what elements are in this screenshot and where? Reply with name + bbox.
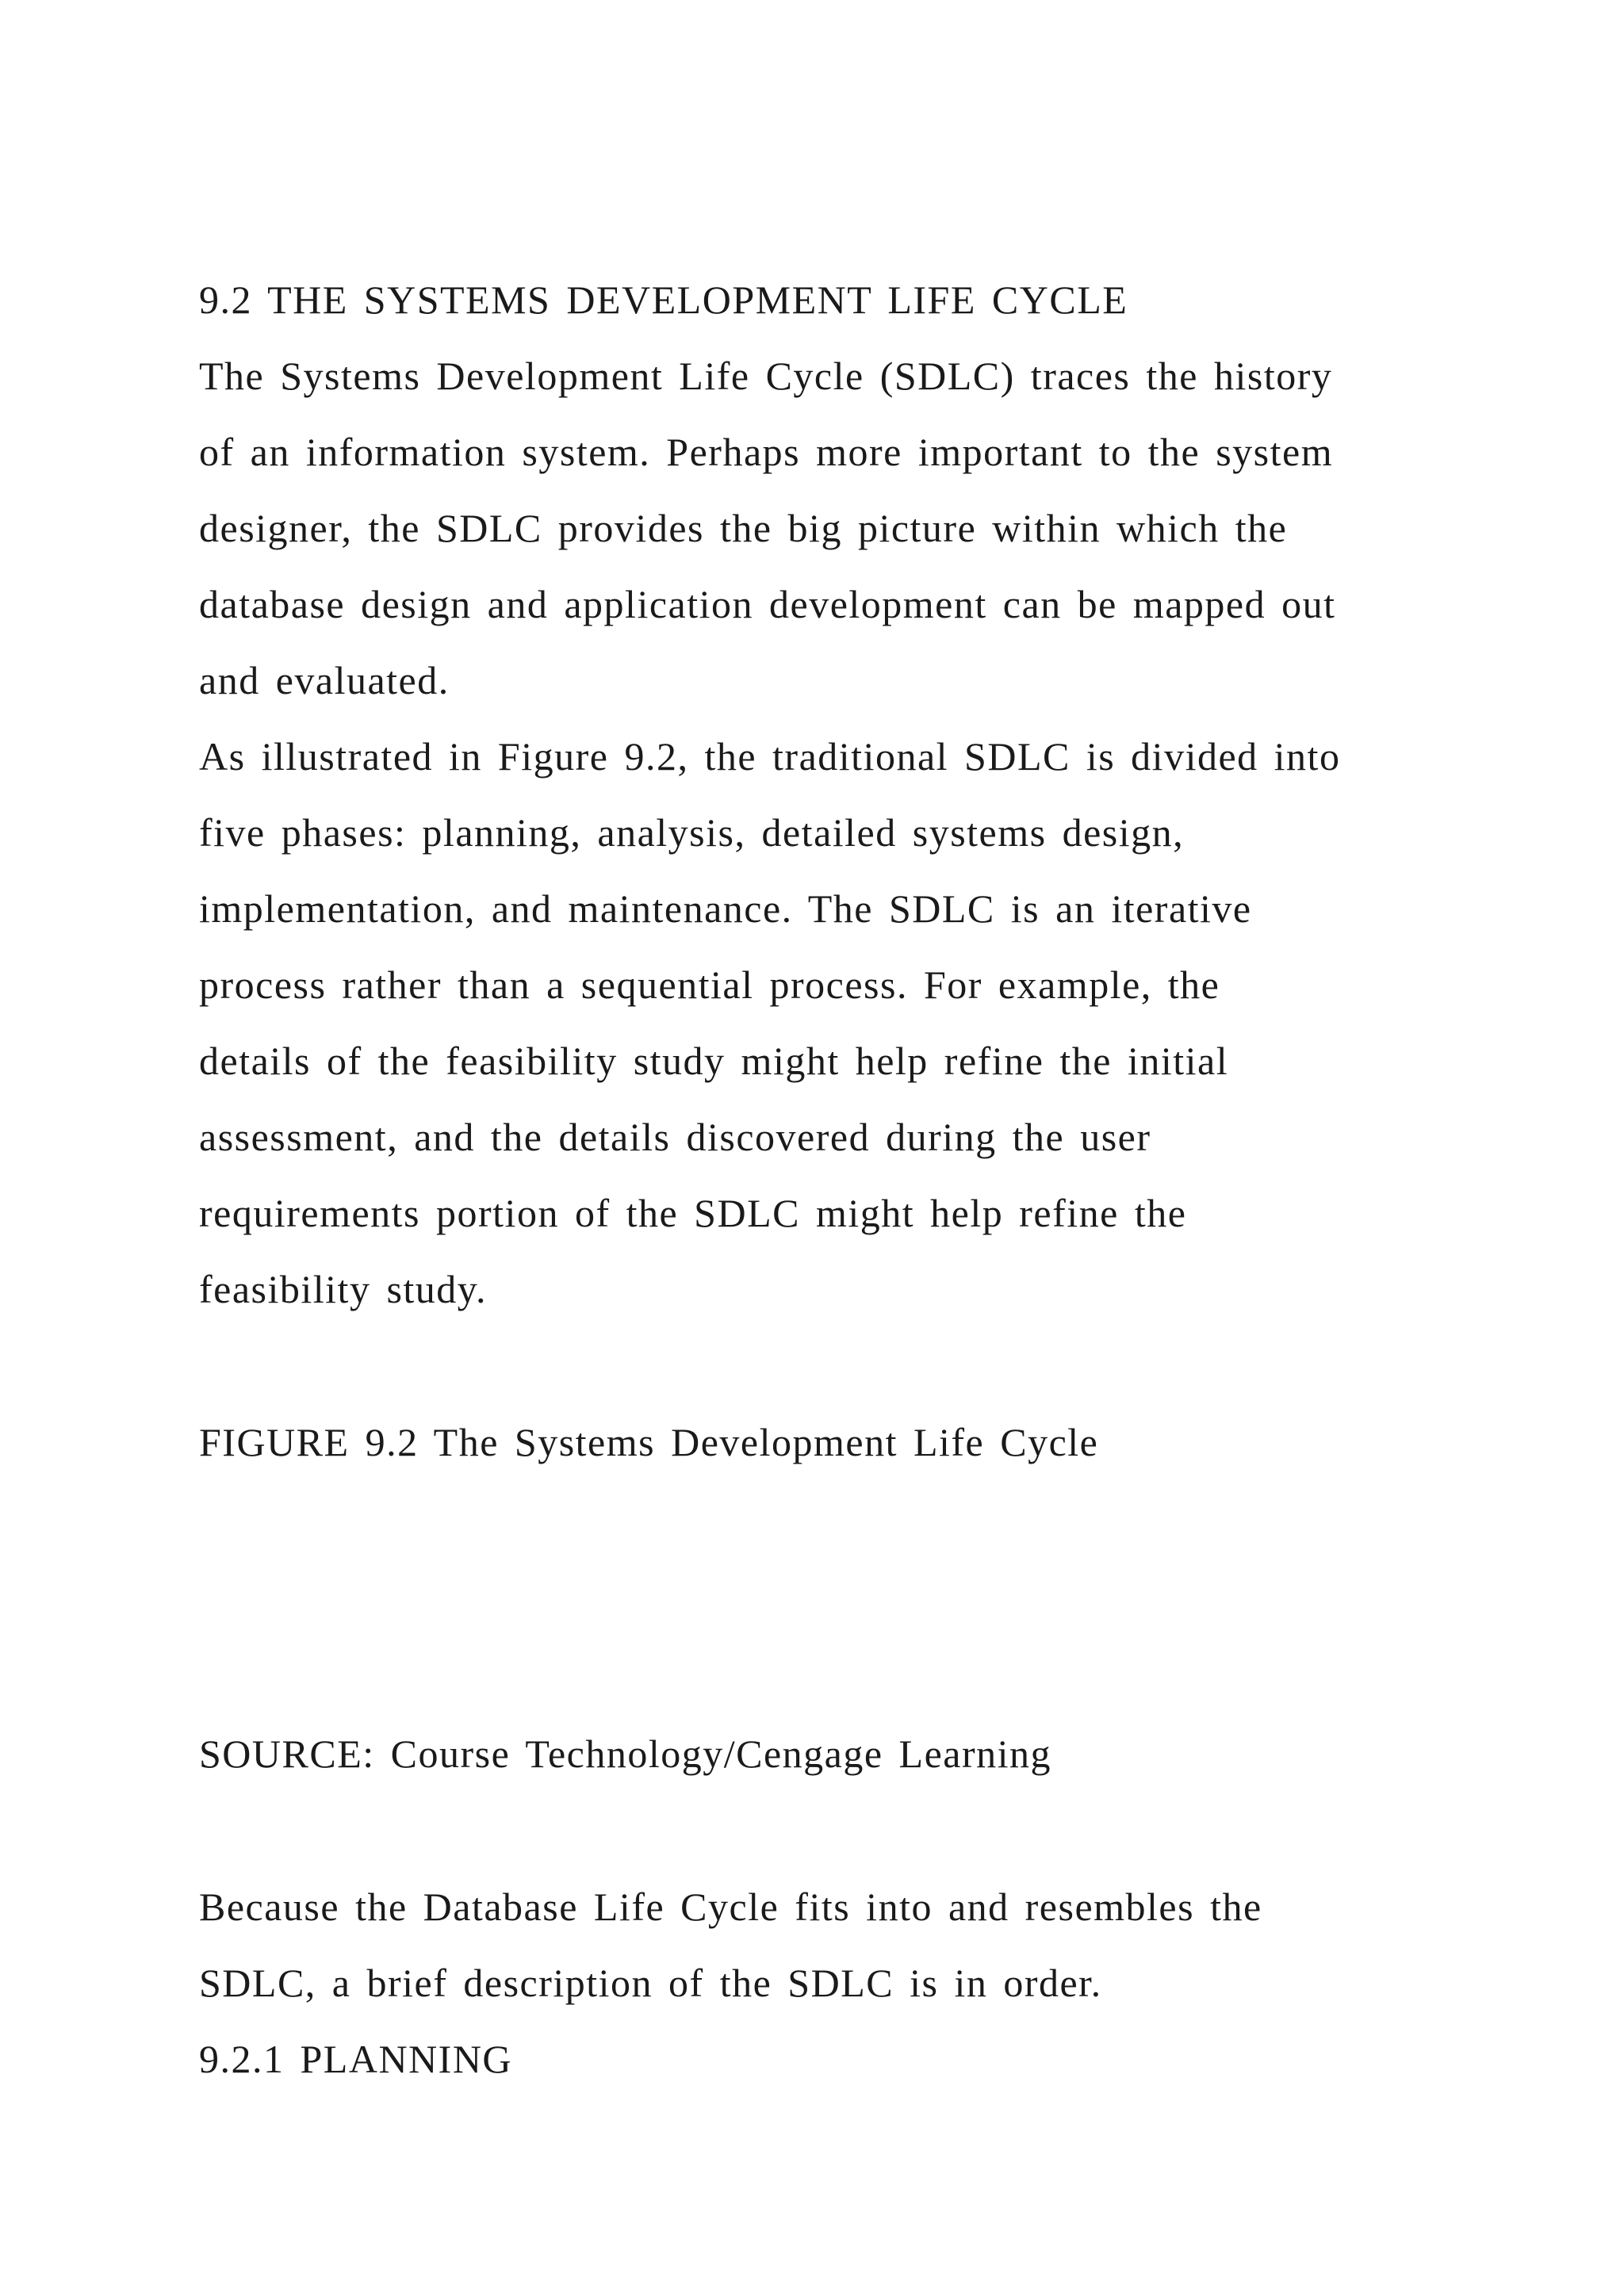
- figure-caption: FIGURE 9.2 The Systems Development Life Cycle: [199, 1420, 1099, 1464]
- paragraph1-line: designer, the SDLC provides the big picture within which the: [199, 506, 1288, 550]
- paragraph2-line: process rather than a sequential process. For example, the: [199, 962, 1220, 1007]
- subsection-heading: 9.2.1 PLANNING: [199, 2037, 513, 2081]
- paragraph3-line: Because the Database Life Cycle fits into and resembles the: [199, 1885, 1262, 1929]
- paragraph2-line: assessment, and the details discovered during the user: [199, 1115, 1151, 1159]
- section-heading: 9.2 THE SYSTEMS DEVELOPMENT LIFE CYCLE: [199, 277, 1128, 322]
- paragraph1-line: and evaluated.: [199, 658, 450, 702]
- paragraph1-line: database design and application development can be mapped out: [199, 582, 1336, 626]
- paragraph2-line: requirements portion of the SDLC might help refine the: [199, 1191, 1187, 1235]
- figure-source: SOURCE: Course Technology/Cengage Learning: [199, 1732, 1052, 1776]
- paragraph1-line: of an information system. Perhaps more important to the system: [199, 430, 1334, 474]
- paragraph1-line: The Systems Development Life Cycle (SDLC) traces the history: [199, 354, 1333, 398]
- paragraph2-line: As illustrated in Figure 9.2, the traditional SDLC is divided into: [199, 734, 1341, 779]
- paragraph2-line: five phases: planning, analysis, detailed systems design,: [199, 810, 1185, 855]
- paragraph2-line: implementation, and maintenance. The SDLC is an iterative: [199, 886, 1252, 931]
- paragraph2-line: feasibility study.: [199, 1267, 488, 1311]
- paragraph2-line: details of the feasibility study might help refine the initial: [199, 1039, 1229, 1083]
- paragraph3-line: SDLC, a brief description of the SDLC is in order.: [199, 1961, 1102, 2005]
